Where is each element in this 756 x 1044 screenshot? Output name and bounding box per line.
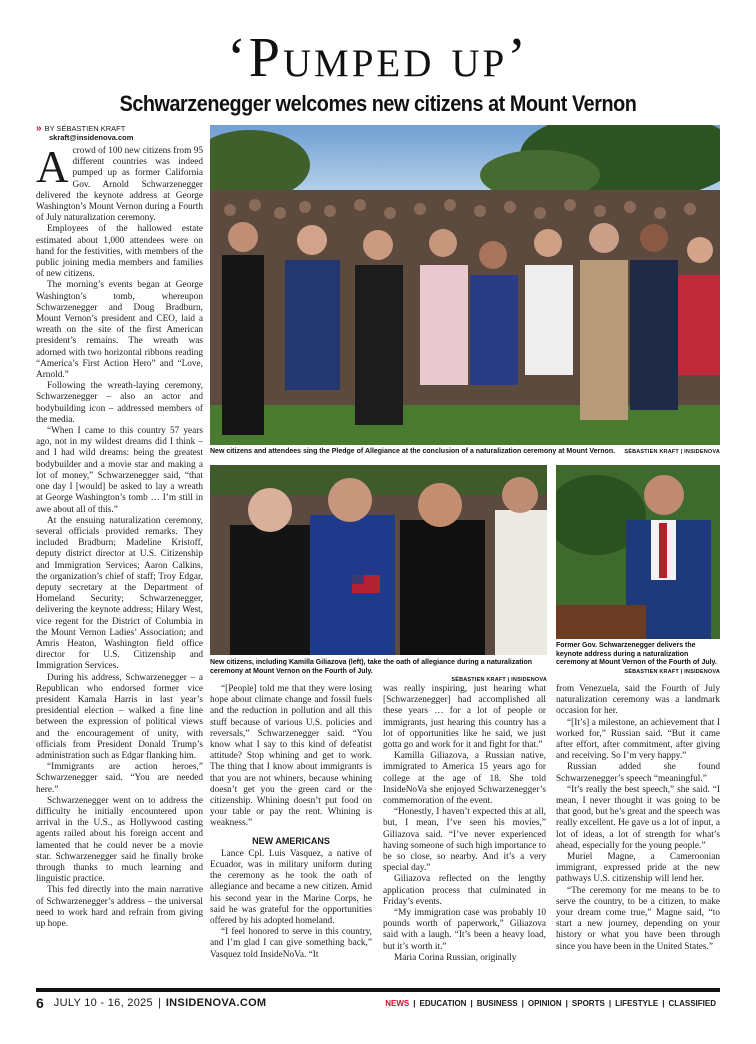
paragraph: Kamilla Giliazova, a Russian native, immigrated to America 15 years ago for college at the age of 18. She told InsideNoVa she enjoyed Schwarzenegger’s commemoration of the event. xyxy=(383,751,546,807)
headline-text: ‘Pumped up’ xyxy=(227,27,529,89)
section-link-lifestyle[interactable]: LIFESTYLE xyxy=(615,998,659,1008)
section-link-education[interactable]: EDUCATION xyxy=(419,998,467,1008)
caption-text: Former Gov. Schwarzenegger delivers the keynote address during a naturalization ceremony at Mount Vernon of the Fourth of July. xyxy=(556,642,717,666)
site-link[interactable]: INSIDENOVA.COM xyxy=(165,997,267,1009)
drop-cap: A xyxy=(36,146,69,192)
section-link-sports[interactable]: SPORTS xyxy=(571,998,605,1008)
byline-email[interactable]: skraft@insidenova.com xyxy=(49,133,134,142)
section-link-business[interactable]: BUSINESS xyxy=(476,998,518,1008)
paragraph: Russian added she found Schwarzenegger’s speech “meaningful.” xyxy=(556,762,720,784)
photo-credit: SÉBASTIEN KRAFT | INSIDENOVA xyxy=(624,668,720,675)
section-divider: | xyxy=(470,998,473,1008)
section-nav xyxy=(381,999,720,1008)
paragraph: “Immigrants are action heroes,” Schwarzenegger said. “You are needed here.” xyxy=(36,762,203,795)
double-chevron-icon: » xyxy=(36,123,42,134)
paragraph: At the ensuing naturalization ceremony, several officials provided remarks. They included Bradburn; Madeline Kristoff, deputy district director at U.S. Citizenship and Immigration Services; Aaron Calkins, the organization’s chief of staff; Troy Edgar, deputy secretary at the Department of Homeland Security; Schwarzenegger, delivering the keynote address; Hilary West, vice regent for the District of Columbia in the Mount Vernon Ladies’ Association; and Amris Heaton, Washington field office director for U.S. Citizenship and Immigration Services. xyxy=(36,515,203,672)
paragraph: Giliazova reflected on the lengthy application process that culminated in Friday’s events. xyxy=(383,874,546,907)
section-divider: | xyxy=(565,998,568,1008)
footer-rule xyxy=(36,988,720,992)
article-column-2 xyxy=(210,684,372,976)
byline-author: BY SÉBASTIEN KRAFT xyxy=(44,124,126,133)
paragraph: The morning’s events began at George Washington’s tomb, whereupon Schwarzenegger and Doug Bradburn, Mount Vernon’s president and CEO, laid a wreath on the site of the first American president’s remains. The wreath was adorned with two horizontal ribbons reading “America’s First Action Hero” and “Love, Arnold.” xyxy=(36,280,203,381)
headline xyxy=(0,28,756,88)
paragraph: “The ceremony for me means to be to serve the country, to be a citizen, to make your dream come true,” Magne said, “to start a new journey, depending on your history or what you have been through since you have been in the United States.” xyxy=(556,885,720,952)
photo-credit: SÉBASTIEN KRAFT | INSIDENOVA xyxy=(624,449,720,455)
page-number: 6 xyxy=(36,995,44,1011)
paragraph: Maria Corina Russian, originally xyxy=(394,952,517,963)
paragraph: Muriel Magne, a Cameroonian immigrant, expressed pride at the new pathways U.S. citizenship will lend her. xyxy=(556,852,720,885)
lead-paragraph: Acrowd of 100 new citizens from 95 different countries was indeed pumped up as former California Gov. Arnold Schwarzenegger delivered the keynote address at George Washington’s Mount Vernon during a Fourth of July naturalization ceremony. xyxy=(36,146,203,224)
paragraph: Following the wreath-laying ceremony, Schwarzenegger – also an actor and bodybuilding icon – addressed members of the media. xyxy=(36,381,203,425)
paragraph: “[People] told me that they were losing hope about climate change and fossil fuels and the reduction in pollution and all this stuff because of various U.S. policies and reversals,” Schwarzenegger said. “You know what I say to this kind of defeatist attitude? Stop whining and get to work. The thing that I know about immigrants is that you are not whiners, because whining doesn’t get you the green card or the citizenship. Whining doesn’t put food on your table or pay the rent. Whining is weakness.” xyxy=(210,684,372,829)
oath-photo xyxy=(210,465,547,655)
oath-image xyxy=(210,465,547,655)
paragraph: This fed directly into the main narrative of Schwarzenegger’s address – the universal need to work hard and refrain from giving up hope. xyxy=(36,885,203,930)
issue-date: JULY 10 - 16, 2025 xyxy=(53,997,153,1009)
divider: | xyxy=(157,997,161,1009)
article-column-1 xyxy=(36,146,203,976)
section-divider: | xyxy=(521,998,524,1008)
paragraph: Employees of the hallowed estate estimated about 1,000 attendees were on hand for the festivities, with members of the public joining media members and families of new citizens. xyxy=(36,224,203,280)
page-footer xyxy=(36,994,720,1012)
paragraph: “It’s really the best speech,” she said. “I mean, I never thought it was going to be that good, but he’s great and the speech was really excellent. He gave us a lot of input, a lot of ideas, a lot of strength for what’s ahead, especially for the young people.” xyxy=(556,784,720,851)
section-divider: | xyxy=(413,998,416,1008)
speaker-photo xyxy=(556,465,720,639)
speaker-photo-caption xyxy=(556,642,720,676)
caption-text: New citizens and attendees sing the Pledge of Allegiance at the conclusion of a naturalization ceremony at Mount Vernon. xyxy=(210,448,616,455)
paragraph: “[It’s] a milestone, an achievement that I worked for,” Russian said. “But it came after effort, after commitment, after giving and receiving. So I’m very happy.” xyxy=(556,717,720,762)
article-column-4 xyxy=(556,684,720,976)
section-link-news[interactable]: NEWS xyxy=(385,998,410,1008)
subheadline: Schwarzenegger welcomes new citizens at Mount Vernon xyxy=(119,91,637,116)
main-photo-caption xyxy=(210,448,720,457)
main-photo xyxy=(210,125,720,445)
paragraph: “Honestly, I haven’t expected this at all, but, I mean, I’ve seen his movies,” Giliazova said. “I’ve never experienced having someone of such high importance to be so close, so nearby. And it’s a very special day.” xyxy=(383,807,546,874)
section-subhead: NEW AMERICANS xyxy=(252,835,330,846)
oath-photo-caption xyxy=(210,659,547,685)
paragraph: “When I came to this country 57 years ago, not in my wildest dreams did I think – and I had wild dreams: being the greatest bodybuilder and a movie star and making a lot of money,” Schwarzenegger said, “that one day I [would] be asked to lay a wreath at George Washington’s tomb … I’m still in awe about all of this.” xyxy=(36,426,203,515)
paragraph: “I feel honored to serve in this country, and I’m glad I can give something back,” Vasquez told InsideNoVa. “It xyxy=(210,927,372,960)
paragraph: During his address, Schwarzenegger – a Republican who endorsed former vice president Kamala Harris in last year’s presidential election – walked a fine line between the expression of political views and the encouragement of unity, with officials from President Donald Trump’s administration such as Edgar flanking him. xyxy=(36,672,203,761)
article-column-3 xyxy=(383,684,546,976)
photo-credit: SÉBASTIEN KRAFT | INSIDENOVA xyxy=(451,677,547,683)
section-divider: | xyxy=(662,998,665,1008)
paragraph: from Venezuela, said the Fourth of July naturalization ceremony was a landmark occasion for her. xyxy=(556,684,720,717)
caption-text: New citizens, including Kamilla Giliazova (left), take the oath of allegiance during a naturalization ceremony at Mount Vernon on the Fourth of July. xyxy=(210,659,533,675)
byline xyxy=(36,124,206,142)
paragraph: “My immigration case was probably 10 pounds worth of paperwork,” Giliazova said with a laugh. “It’s been a heavy load, but it’s worth it.” xyxy=(383,908,546,952)
section-link-classified[interactable]: CLASSIFIED xyxy=(668,998,716,1008)
crowd-image xyxy=(210,125,720,445)
paragraph: was really inspiring, just hearing what [Schwarzenegger] had accomplished all these years … for a lot of people or immigrants, just hearing this country has a lot of opportunities like he said, we just gotta go and work for it and fight for that.” xyxy=(383,684,546,751)
speaker-image xyxy=(556,465,720,639)
section-divider: | xyxy=(608,998,612,1008)
paragraph: Schwarzenegger went on to address the difficulty he initially encountered upon arrival in the U.S., as Hollywood casting agents railed about his foreign accent and lamented that he could never be a movie star. Schwarzenegger said he finally broke through thanks to much learning and linguistic practice. xyxy=(36,795,203,885)
section-link-opinion[interactable]: OPINION xyxy=(527,998,562,1008)
paragraph: Lance Cpl. Luis Vasquez, a native of Ecuador, was in military uniform during the ceremony as he took the oath of allegiance and became a new citizen. Amid his second year in the Marine Corps, he said he was grateful for the opportunities offered by his adopted homeland. xyxy=(210,848,372,927)
